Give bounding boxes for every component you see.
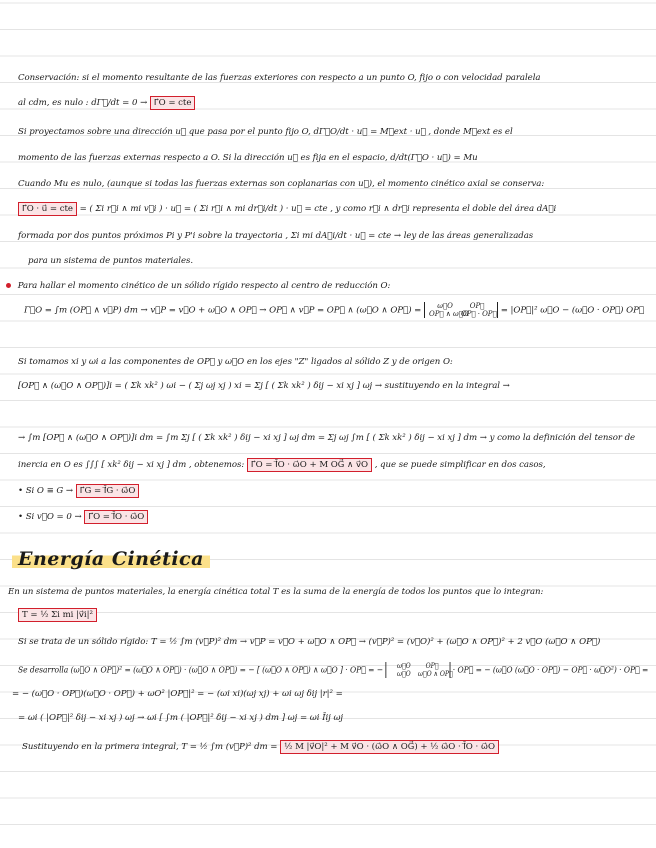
- matrix-cell: OP⃗ · OP⃗: [461, 310, 497, 318]
- text-line: momento de las fuerzas externas respecto a O. Si la dirección u⃗ es fija en el espacio, d/dt(Γ⃗O · u⃗) = Mu: [18, 153, 478, 163]
- highlight-box: T = ½ Σi mi |v⃗i|²: [18, 608, 97, 622]
- highlight-box: Γ⃗O · u⃗ = cte: [18, 202, 77, 216]
- text-line: [24, 302, 644, 318]
- matrix-cell: OP⃗: [469, 302, 485, 310]
- text-line: En un sistema de puntos materiales, la energía cinética total T es la suma de la energía de todos los puntos que lo integran:: [8, 587, 544, 597]
- text-segment: Sustituyendo en la primera integral, T = ½ ∫m (v⃗P)² dm =: [22, 742, 278, 752]
- matrix-cell: OP⃗ ∧ ω⃗O: [429, 310, 469, 318]
- text-segment: • Si O ≡ G →: [18, 486, 74, 496]
- highlight-box: ½ M |v⃗O|² + M v⃗O · (ω⃗O ∧ OG⃗) + ½ ω⃗O · Ī⃗O · ω⃗O: [280, 740, 499, 754]
- text-segment: , y como r⃗i ∧ dr⃗i representa el doble del área dA⃗i: [330, 204, 557, 214]
- text-line: [22, 740, 499, 754]
- formula: = |OP⃗|² ω⃗O − (ω⃗O · OP⃗) OP⃗: [500, 305, 645, 316]
- highlight-box: Γ⃗O = cte: [150, 96, 195, 110]
- text-segment: inercia en O es ∫∫∫ [ xk² δij − xi xj ] dm , obtenemos:: [18, 460, 245, 470]
- text-segment: • Si v⃗O = 0 →: [18, 512, 82, 522]
- highlight-box: Γ⃗O = Ī⃗O · ω⃗O + M OG⃗ ∧ v⃗O: [247, 458, 372, 472]
- formula: · OP⃗ = − (ω⃗O (ω⃗O · OP⃗) − OP⃗ · ω⃗O²) · OP⃗ =: [452, 665, 649, 676]
- text-line: = ωi ( |OP⃗|² δij − xi xj ) ωj → ωi [ ∫m ( |OP⃗|² δij − xi xj ) dm ] ωj = ωi Īij ωj: [18, 713, 344, 723]
- text-line: [6, 280, 390, 292]
- text-line: [18, 458, 546, 472]
- text-line: para un sistema de puntos materiales.: [28, 256, 194, 266]
- text-line: Si tomamos xi y ωi a las componentes de OP⃗ y ω⃗O en los ejes "Z" ligados al sólido Z y de origen O:: [18, 357, 453, 367]
- text-line: Cuando Mu es nulo, (aunque si todas las fuerzas externas son coplanarias con u⃗), el momento cinético axial se conserva:: [18, 179, 545, 189]
- text-line: formada por dos puntos próximos Pi y P'i sobre la trayectoria , Σi mi dA⃗i/dt · u⃗ = cte → ley de las áreas generalizadas: [18, 231, 534, 241]
- text-line: Conservación: si el momento resultante de las fuerzas exteriores con respecto a un punto O, fijo o con velocidad paralela: [18, 73, 541, 83]
- formula: = ( Σi r⃗i ∧ mi v⃗i ) · u⃗ = ( Σi r⃗i ∧ mi dr⃗i/dt ) · u⃗ = cte: [79, 204, 328, 214]
- matrix-cell: OP⃗: [425, 662, 439, 670]
- text-line: = − (ω⃗O · OP⃗)(ω⃗O · OP⃗) + ωO² |OP⃗|² = − (ωi xi)(ωj xj) + ωi ωj δij |r|² =: [12, 689, 343, 699]
- text-line: → ∫m [OP⃗ ∧ (ω⃗O ∧ OP⃗)]i dm = ∫m Σj [ ( Σk xk² ) δij − xi xj ] ωj dm = Σj ωj ∫m [ ( Σk xk² ) δij − xi xj ] dm → y como la definición del tensor de: [18, 433, 636, 443]
- text-line: [18, 662, 648, 678]
- text-line: [18, 510, 148, 524]
- matrix-cell: ω⃗O: [397, 662, 411, 670]
- matrix-cell: ω⃗O ∧ OP⃗: [417, 670, 453, 678]
- text-line: Si se trata de un sólido rígido: T = ½ ∫m (v⃗P)² dm → v⃗P = v⃗O + ω⃗O ∧ OP⃗ → (v⃗P)² = (v⃗O)² + (ω⃗O ∧ OP⃗)² + 2 v⃗O (ω⃗O ∧ OP⃗): [18, 637, 601, 647]
- text-segment: Si proyectamos sobre una dirección u⃗ que pasa por el punto fijo O,: [18, 127, 311, 137]
- formula: dΓ⃗/dt = 0: [91, 98, 138, 108]
- formula: Γ⃗O = ∫m (OP⃗ ∧ v⃗P) dm → v⃗P = v⃗O + ω⃗O ∧ OP⃗ → OP⃗ ∧ v⃗P = OP⃗ ∧ (ω⃗O ∧ OP⃗) =: [24, 305, 422, 316]
- text-segment: , que se puede simplificar en dos casos,: [374, 460, 546, 470]
- formula: Se desarrolla (ω⃗O ∧ OP⃗)² = (ω⃗O ∧ OP⃗) · (ω⃗O ∧ OP⃗) = − [ (ω⃗O ∧ OP⃗) ∧ ω⃗O ] · OP⃗ = −: [18, 665, 384, 676]
- arrow: →: [140, 98, 148, 108]
- section-title: Energía Cinética: [12, 548, 210, 570]
- text-line: [18, 484, 139, 498]
- determinant: [385, 662, 453, 678]
- text-segment: Para hallar el momento cinético de un sólido rígido respecto al centro de reducción O:: [17, 281, 391, 291]
- highlight-box: Γ⃗O = Ī⃗O · ω⃗O: [84, 510, 148, 524]
- text-line: [18, 96, 195, 110]
- text-line: [18, 202, 556, 216]
- formula: dΓ⃗O/dt · u⃗ = M⃗ext · u⃗ , donde M⃗ext es el: [313, 127, 513, 137]
- text-line: [18, 608, 97, 622]
- bullet-icon: [6, 283, 11, 288]
- text-line: [18, 126, 513, 138]
- determinant: [424, 302, 498, 318]
- matrix-cell: ω⃗O: [397, 670, 411, 678]
- highlight-box: Γ⃗G = Ī⃗G · ω⃗O: [76, 484, 140, 498]
- matrix-cell: ω⃗O: [437, 302, 453, 310]
- text-segment: al cdm, es nulo :: [18, 98, 89, 108]
- text-line: [OP⃗ ∧ (ω⃗O ∧ OP⃗)]i = ( Σk xk² ) ωi − ( Σj ωj xj ) xi = Σj [ ( Σk xk² ) δij − xi xj ] ωj → sustituyendo en la integral →: [18, 381, 510, 391]
